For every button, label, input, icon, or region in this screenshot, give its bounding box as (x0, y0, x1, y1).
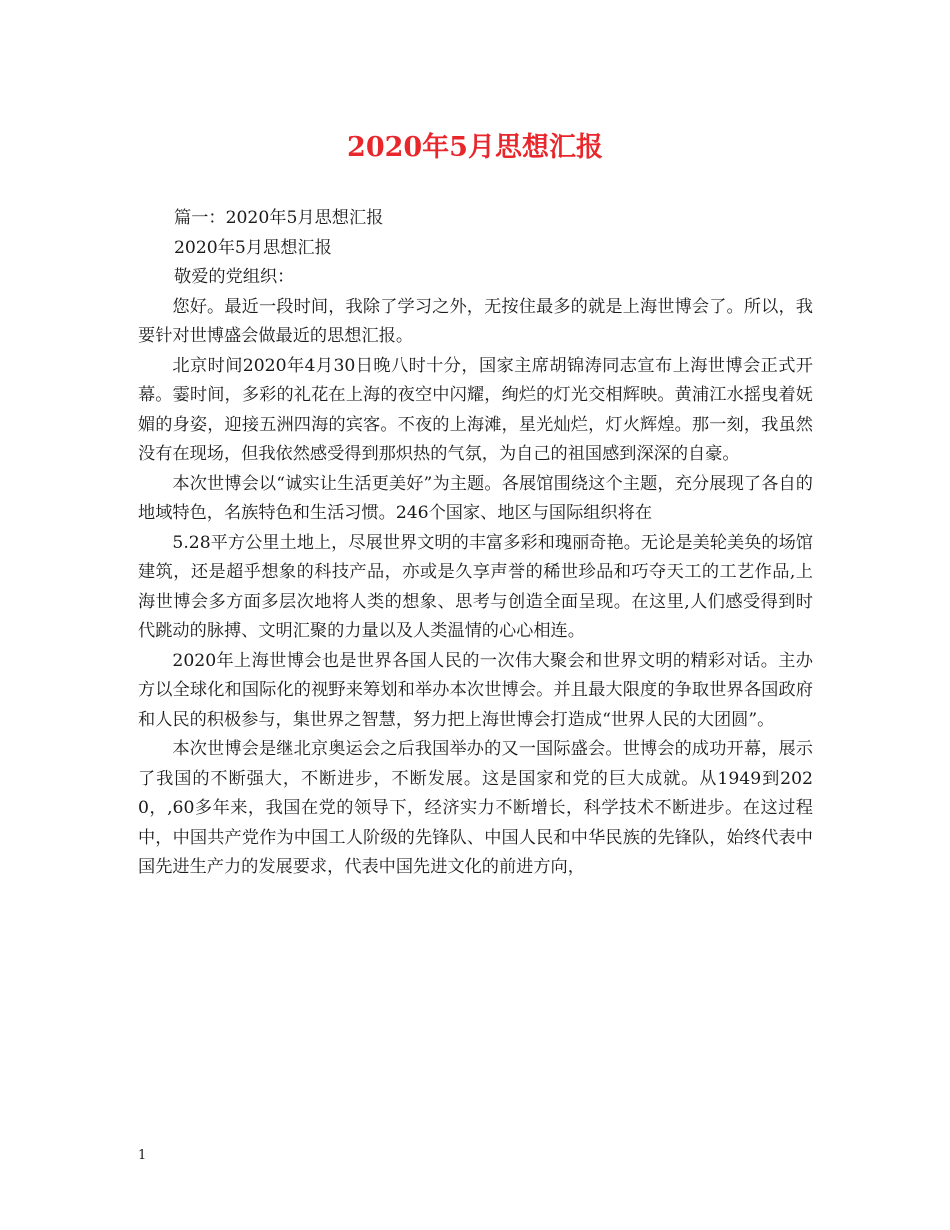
document-body (138, 204, 813, 883)
document-title: 2020年5月思想汇报 (347, 132, 603, 163)
paragraph-heading: 篇一：2020年5月思想汇报 (174, 208, 384, 228)
paragraph: 5.28平方公里土地上，尽展世界文明的丰富多彩和瑰丽奇艳。无论是美轮美奂的场馆建筑，还是超乎想象的科技产品，亦或是久享声誉的稀世珍品和巧夺天工的工艺作品,上海世博会多方面多层次地将人类的想象、思考与创造全面呈现。在这里,人们感受得到时代跳动的脉搏、文明汇聚的力量以及人类温情的心心相连。 (138, 532, 813, 641)
paragraph: 北京时间2020年4月30日晚八时十分，国家主席胡锦涛同志宣布上海世博会正式开幕。霎时间，多彩的礼花在上海的夜空中闪耀，绚烂的灯光交相辉映。黄浦江水摇曳着妩媚的身姿，迎接五洲四海的宾客。不夜的上海滩，星光灿烂，灯火辉煌。那一刻，我虽然没有在现场，但我依然感受得到那炽热的气氛，为自己的祖国感到深深的自豪。 (138, 355, 813, 464)
paragraph-subtitle: 2020年5月思想汇报 (174, 237, 332, 258)
paragraph: 本次世博会以“诚实让生活更美好”为主题。各展馆围绕这个主题，充分展现了各自的地域特色，名族特色和生活习惯。246个国家、地区与国际组织将在 (138, 473, 813, 523)
page-number: 1 (138, 1148, 147, 1163)
paragraph: 您好。最近一段时间，我除了学习之外，无按住最多的就是上海世博会了。所以，我要针对世博盛会做最近的思想汇报。 (138, 296, 813, 346)
paragraph-salutation: 敬爱的党组织： (174, 267, 295, 287)
paragraph: 2020年上海世博会也是世界各国人民的一次伟大聚会和世界文明的精彩对话。主办方以全球化和国际化的视野来筹划和举办本次世博会。并且最大限度的争取世界各国政府和人民的积极参与，集世界之智慧，努力把上海世博会打造成“世界人民的大团圆”。 (138, 650, 813, 730)
paragraph: 本次世博会是继北京奥运会之后我国举办的又一国际盛会。世博会的成功开幕，展示了我国的不断强大，不断进步，不断发展。这是国家和党的巨大成就。从1949到2020，,60多年来，我国在党的领导下，经济实力不断增长，科学技术不断进步。在这过程中，中国共产党作为中国工人阶级的先锋队、中国人民和中华民族的先锋队，始终代表中国先进生产力的发展要求，代表中国先进文化的前进方向， (138, 739, 813, 877)
